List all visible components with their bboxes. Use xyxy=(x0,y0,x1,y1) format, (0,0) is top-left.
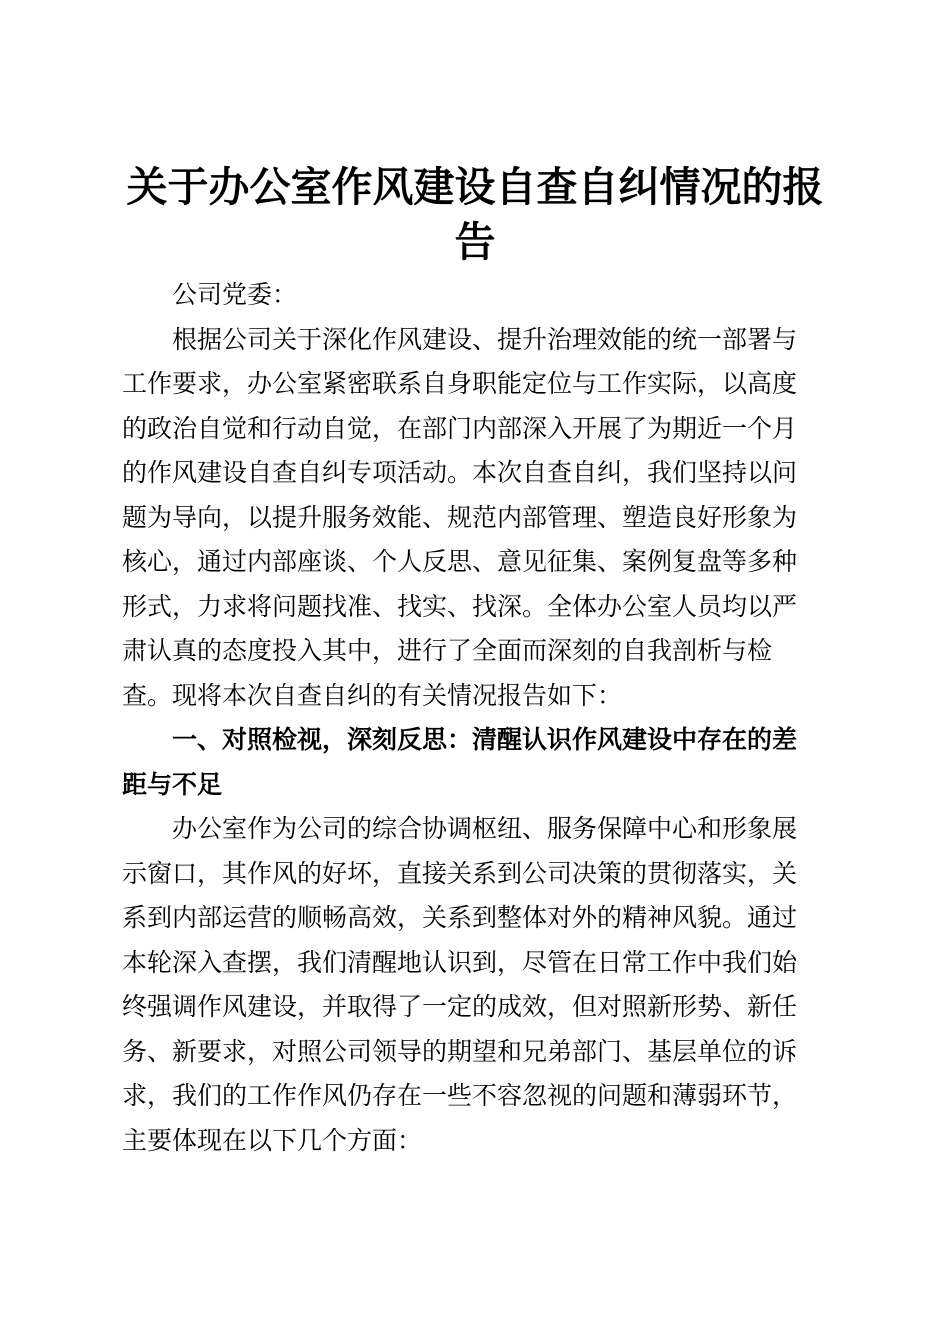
document-body xyxy=(122,273,810,1163)
document-heading: 一、对照检视，深刻反思：清醒认识作风建设中存在的差距与不足 xyxy=(122,726,798,799)
document-paragraph: 办公室作为公司的综合协调枢纽、服务保障中心和形象展示窗口，其作风的好坏，直接关系到公司决策的贯彻落实，关系到内部运营的顺畅高效，关系到整体对外的精神风貌。通过本轮深入查摆，我们清醒地认识到，尽管在日常工作中我们始终强调作风建设，并取得了一定的成效，但对照新形势、新任务、新要求，对照公司领导的期望和兄弟部门、基层单位的诉求，我们的工作作风仍存在一些不容忽视的问题和薄弱环节，主要体现在以下几个方面： xyxy=(122,815,798,1155)
document-paragraph: 根据公司关于深化作风建设、提升治理效能的统一部署与工作要求，办公室紧密联系自身职能定位与工作实际，以高度的政治自觉和行动自觉，在部门内部深入开展了为期近一个月的作风建设自查自纠专项活动。本次自查自纠，我们坚持以问题为导向，以提升服务效能、规范内部管理、塑造良好形象为核心，通过内部座谈、个人反思、意见征集、案例复盘等多种形式，力求将问题找准、找实、找深。全体办公室人员均以严肃认真的态度投入其中，进行了全面而深刻的自我剖析与检查。现将本次自查自纠的有关情况报告如下： xyxy=(122,325,798,710)
document-salutation: 公司党委： xyxy=(172,281,298,309)
document-title: 关于办公室作风建设自查自纠情况的报告 xyxy=(126,164,824,265)
